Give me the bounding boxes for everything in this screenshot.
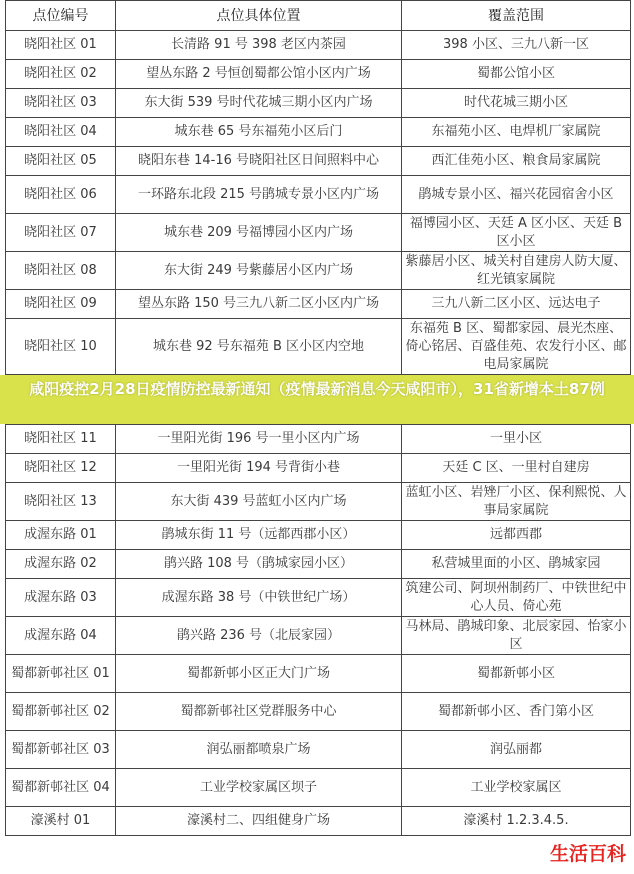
table-row xyxy=(6,319,631,375)
coverage-cell: 三九八新二区小区、远达电子 xyxy=(402,290,631,319)
table-row xyxy=(6,118,631,147)
coverage-cell: 蜀都新邨小区、香门第小区 xyxy=(402,693,631,731)
table-row xyxy=(6,483,631,521)
point-id-cell: 晓阳社区 07 xyxy=(6,214,116,252)
point-id-cell: 蜀都新邨社区 01 xyxy=(6,655,116,693)
header-coverage: 覆盖范围 xyxy=(402,1,631,31)
point-id-cell: 成渥东路 04 xyxy=(6,617,116,655)
table-row xyxy=(6,521,631,550)
coverage-cell: 东福苑 B 区、蜀都家园、晨光杰座、倚心铭居、百盛佳苑、农发行小区、邮电局家属院 xyxy=(402,319,631,375)
location-cell: 望丛东路 2 号恒创蜀都公馆小区内广场 xyxy=(116,60,402,89)
point-id-cell: 蜀都新邨社区 03 xyxy=(6,731,116,769)
location-cell: 长清路 91 号 398 老区内茶园 xyxy=(116,31,402,60)
table-row xyxy=(6,425,631,454)
table-row xyxy=(6,252,631,290)
header-location: 点位具体位置 xyxy=(116,1,402,31)
coverage-cell: 蓝虹小区、岩矬厂小区、保利熙悦、人事局家属院 xyxy=(402,483,631,521)
table-row xyxy=(6,807,631,836)
point-id-cell: 晓阳社区 02 xyxy=(6,60,116,89)
location-cell: 工业学校家属区坝子 xyxy=(116,769,402,807)
coverage-cell: 远都西郡 xyxy=(402,521,631,550)
watermark-logo: 生活百科 xyxy=(549,843,626,865)
table-row xyxy=(6,731,631,769)
coverage-cell: 工业学校家属区 xyxy=(402,769,631,807)
table-row xyxy=(6,769,631,807)
location-cell: 城东巷 65 号东福苑小区后门 xyxy=(116,118,402,147)
coverage-cell: 筑建公司、阿坝州制药厂、中铁世纪中心人员、倚心苑 xyxy=(402,579,631,617)
location-cell: 成渥东路 38 号（中铁世纪广场） xyxy=(116,579,402,617)
point-id-cell: 晓阳社区 05 xyxy=(6,147,116,176)
coverage-cell: 紫藤居小区、城关村自建房人防大厦、红光镇家属院 xyxy=(402,252,631,290)
point-id-cell: 晓阳社区 08 xyxy=(6,252,116,290)
coverage-cell: 私营城里面的小区、鹃城家园 xyxy=(402,550,631,579)
point-id-cell: 成渥东路 02 xyxy=(6,550,116,579)
coverage-cell: 濠溪村 1.2.3.4.5. xyxy=(402,807,631,836)
location-cell: 东大街 249 号紫藤居小区内广场 xyxy=(116,252,402,290)
table-row xyxy=(6,147,631,176)
header-point-id: 点位编号 xyxy=(6,1,116,31)
table-row xyxy=(6,655,631,693)
coverage-cell: 蜀都新邨小区 xyxy=(402,655,631,693)
coverage-cell: 天廷 C 区、一里村自建房 xyxy=(402,454,631,483)
location-cell: 城东巷 209 号福博园小区内广场 xyxy=(116,214,402,252)
coverage-cell: 一里小区 xyxy=(402,425,631,454)
table-row xyxy=(6,290,631,319)
location-cell: 城东巷 92 号东福苑 B 区小区内空地 xyxy=(116,319,402,375)
location-cell: 晓阳东巷 14-16 号晓阳社区日间照料中心 xyxy=(116,147,402,176)
location-cell: 润弘丽都喷泉广场 xyxy=(116,731,402,769)
location-cell: 东大街 439 号蓝虹小区内广场 xyxy=(116,483,402,521)
coverage-cell: 福博园小区、天廷 A 区小区、天廷 B 区小区 xyxy=(402,214,631,252)
point-id-cell: 晓阳社区 13 xyxy=(6,483,116,521)
coverage-cell: 马林局、鹃城印象、北辰家园、怡家小区 xyxy=(402,617,631,655)
table-row xyxy=(6,579,631,617)
table-row xyxy=(6,89,631,118)
point-id-cell: 晓阳社区 11 xyxy=(6,425,116,454)
coverage-cell: 润弘丽都 xyxy=(402,731,631,769)
location-cell: 望丛东路 150 号三九八新二区小区内广场 xyxy=(116,290,402,319)
point-id-cell: 晓阳社区 06 xyxy=(6,176,116,214)
point-id-cell: 成渥东路 03 xyxy=(6,579,116,617)
location-cell: 濠溪村二、四组健身广场 xyxy=(116,807,402,836)
table-row xyxy=(6,176,631,214)
point-id-cell: 成渥东路 01 xyxy=(6,521,116,550)
point-id-cell: 蜀都新邨社区 04 xyxy=(6,769,116,807)
coverage-cell: 西汇佳苑小区、粮食局家属院 xyxy=(402,147,631,176)
location-cell: 一里阳光街 196 号一里小区内广场 xyxy=(116,425,402,454)
location-cell: 鹃城东街 11 号（远都西郡小区） xyxy=(116,521,402,550)
watermark-area xyxy=(0,836,634,866)
point-id-cell: 晓阳社区 04 xyxy=(6,118,116,147)
table-row xyxy=(6,214,631,252)
table-header-row xyxy=(6,1,631,31)
table-row xyxy=(6,550,631,579)
location-cell: 一里阳光街 194 号背街小巷 xyxy=(116,454,402,483)
table-row xyxy=(6,617,631,655)
coverage-cell: 东福苑小区、电焊机厂家属院 xyxy=(402,118,631,147)
table-row xyxy=(6,454,631,483)
coverage-table-bottom xyxy=(5,424,631,836)
table-row xyxy=(6,60,631,89)
point-id-cell: 蜀都新邨社区 02 xyxy=(6,693,116,731)
point-id-cell: 濠溪村 01 xyxy=(6,807,116,836)
coverage-cell: 蜀都公馆小区 xyxy=(402,60,631,89)
table-row xyxy=(6,31,631,60)
news-title-banner[interactable]: 咸阳疫控2月28日疫情防控最新通知（疫情最新消息今天咸阳市），31省新增本土87例 xyxy=(0,375,634,424)
table-row xyxy=(6,693,631,731)
point-id-cell: 晓阳社区 03 xyxy=(6,89,116,118)
coverage-table-top xyxy=(5,0,631,375)
location-cell: 鹃兴路 236 号（北辰家园） xyxy=(116,617,402,655)
point-id-cell: 晓阳社区 09 xyxy=(6,290,116,319)
location-cell: 蜀都新邨小区正大门广场 xyxy=(116,655,402,693)
point-id-cell: 晓阳社区 12 xyxy=(6,454,116,483)
location-cell: 蜀都新邨社区党群服务中心 xyxy=(116,693,402,731)
location-cell: 东大街 539 号时代花城三期小区内广场 xyxy=(116,89,402,118)
point-id-cell: 晓阳社区 10 xyxy=(6,319,116,375)
point-id-cell: 晓阳社区 01 xyxy=(6,31,116,60)
location-cell: 一环路东北段 215 号鹃城专景小区内广场 xyxy=(116,176,402,214)
coverage-cell: 398 小区、三九八新一区 xyxy=(402,31,631,60)
location-cell: 鹃兴路 108 号（鹃城家园小区） xyxy=(116,550,402,579)
coverage-cell: 鹃城专景小区、福兴花园宿舍小区 xyxy=(402,176,631,214)
coverage-cell: 时代花城三期小区 xyxy=(402,89,631,118)
